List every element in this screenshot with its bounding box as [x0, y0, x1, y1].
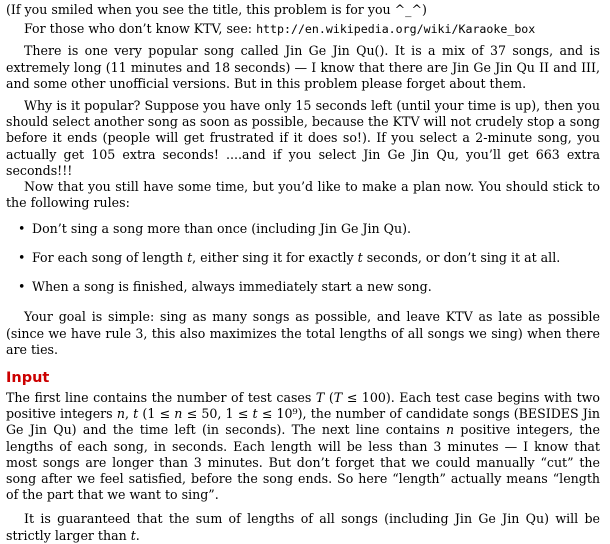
- paragraph-why-popular: Why is it popular? Suppose you have only 15 seconds left (until your time is up), then you should select another song as soon as possible, because the KTV will not crudely stop a song before it ends (people will get frustrated if it does so!). If you select a 2-minute song, you actually get 105 extra seconds! ....and if you select Jin Ge Jin Qu, you’ll get 663 extra seconds!!!: [6, 98, 600, 178]
- input-heading: Input: [6, 370, 50, 387]
- rule-item: • Don’t sing a song more than once (including Jin Ge Jin Qu).: [18, 221, 412, 237]
- bullet-icon: •: [18, 221, 26, 237]
- rules-list: [6, 221, 600, 295]
- bullet-icon: •: [18, 279, 26, 295]
- paragraph-plan: Now that you still have some time, but you’d like to make a plan now. You should stick to the following rules:: [6, 179, 600, 211]
- paragraph-goal: Your goal is simple: sing as many songs as possible, and leave KTV as late as possible (since we have rule 3, this also maximizes the total lengths of all songs we sing) when there are ties.: [6, 309, 600, 357]
- ktv-prefix: For those who don’t know KTV, see:: [24, 21, 257, 37]
- ktv-url[interactable]: http://en.wikipedia.org/wiki/Karaoke_box: [256, 22, 536, 37]
- paragraph-guarantee: It is guaranteed that the sum of lengths of all songs (including Jin Ge Jin Qu) will be strictly larger than t.: [6, 511, 600, 543]
- rule-item: • For each song of length t, either sing it for exactly t seconds, or don’t sing it at all.: [18, 250, 561, 266]
- ktv-reference: [6, 21, 600, 37]
- paragraph-song-description: There is one very popular song called Jin Ge Jin Qu(). It is a mix of 37 songs, and is extremely long (11 minutes and 18 seconds) — I know that there are Jin Ge Jin Qu II and III, and some other unofficial versions. But in this problem please forget about them.: [6, 43, 600, 91]
- rule-item: • When a song is finished, always immediately start a new song.: [18, 279, 432, 295]
- bullet-icon: •: [18, 250, 26, 266]
- intro-line: (If you smiled when you see the title, this problem is for you ^_^): [6, 2, 427, 17]
- paragraph-input-format: The first line contains the number of test cases T (T ≤ 100). Each test case begins with two positive integers n, t (1 ≤ n ≤ 50, 1 ≤ t ≤ 10⁹), the number of candidate songs (BESIDES Jin Ge Jin Qu) and the time left (in seconds). The next line contains n positive integers, the lengths of each song, in seconds. Each length will be less than 3 minutes — I know that most songs are longer than 3 minutes. But don’t forget that we could manually “cut” the song after we feel satisfied, before the song ends. So here “length” actually means “length of the part that we want to sing”.: [6, 390, 600, 503]
